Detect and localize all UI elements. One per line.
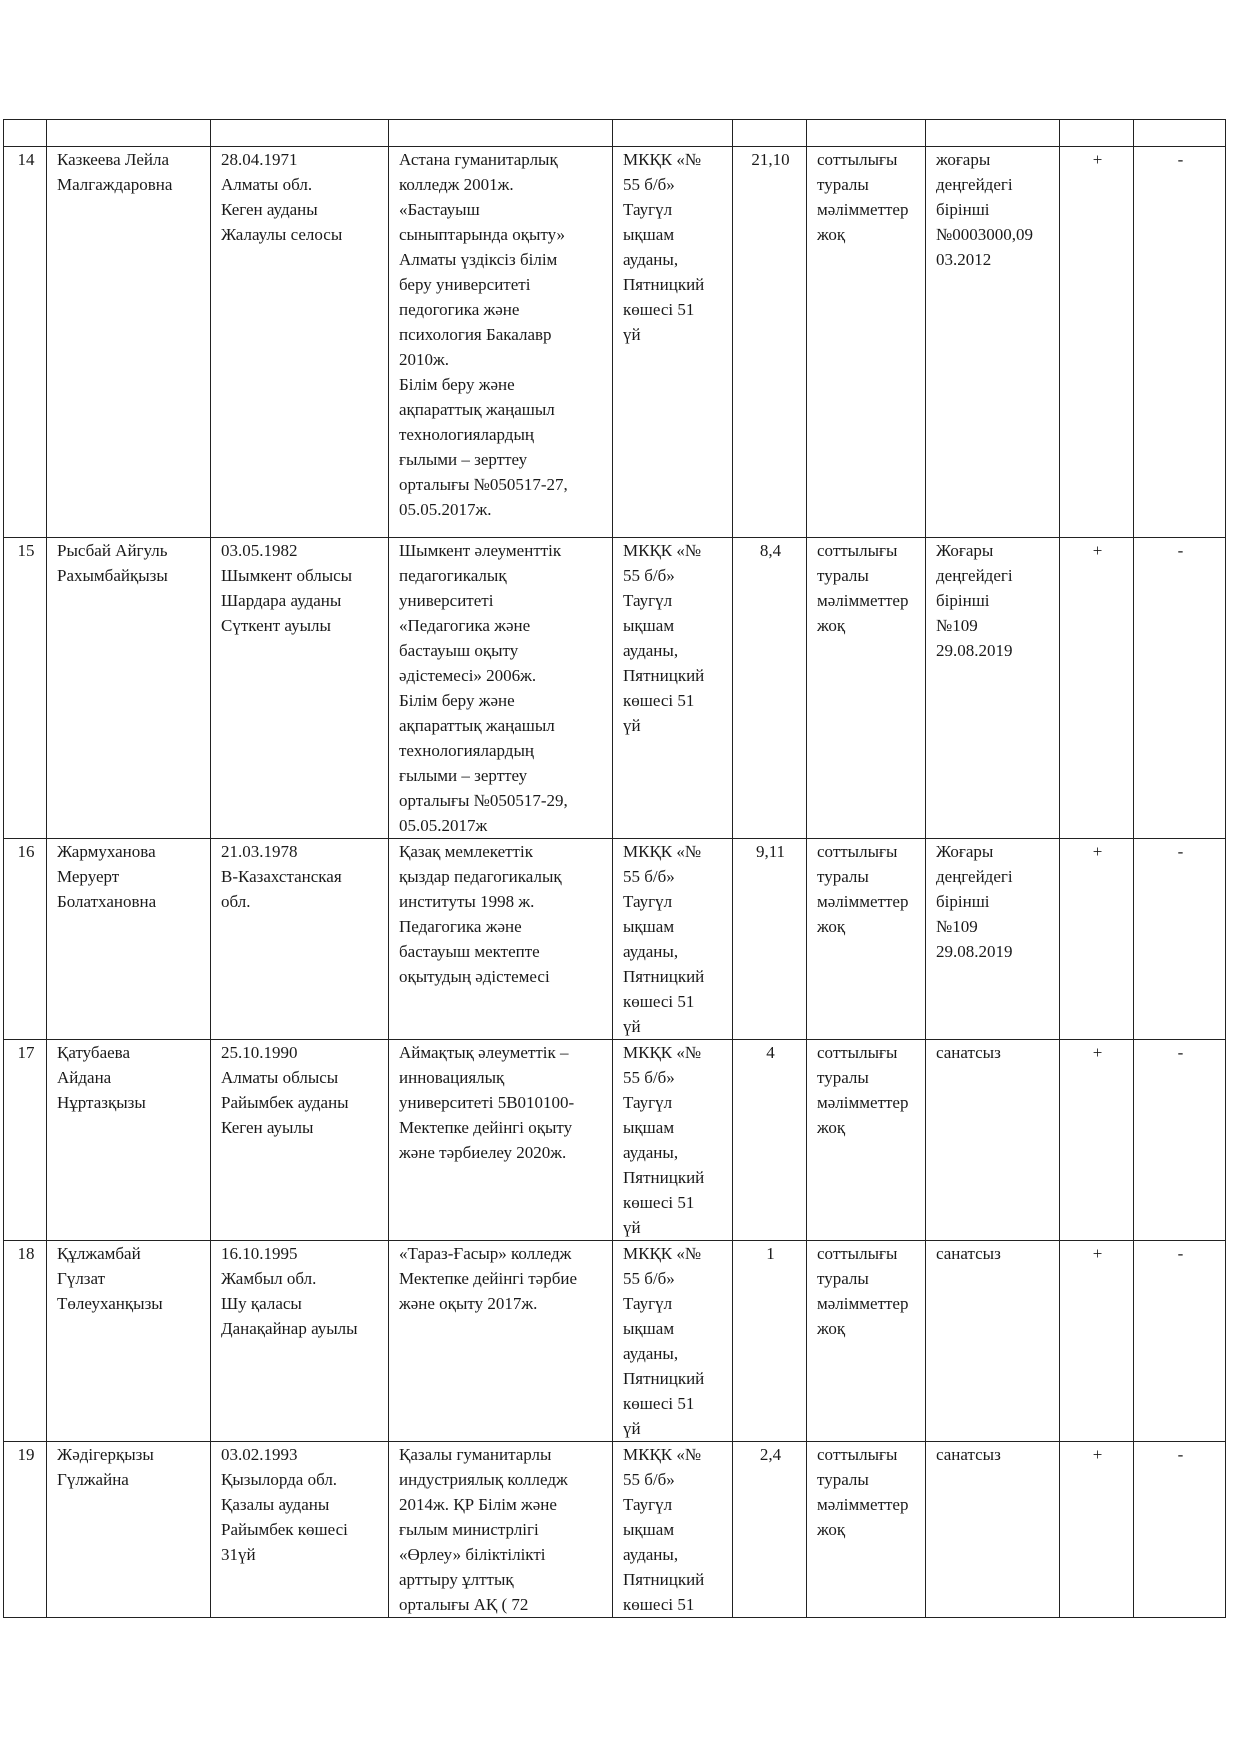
full-name: Казкеева Лейла Малгаждаровна [47,147,211,538]
work-experience: 4 [733,1040,807,1241]
table-row [4,147,1226,538]
work-experience: 9,11 [733,839,807,1040]
workplace-address: МКҚК «№ 55 б/б» Таугүл ықшам ауданы, Пятницкий көшесі 51 [613,1442,733,1618]
table-row [4,1241,1226,1442]
workplace-address: МКҚК «№ 55 б/б» Таугүл ықшам ауданы, Пятницкий көшесі 51 үй [613,839,733,1040]
workplace-address: МКҚК «№ 55 б/б» Таугүл ықшам ауданы, Пятницкий көшесі 51 үй [613,538,733,839]
workplace-address: МКҚК «№ 55 б/б» Таугүл ықшам ауданы, Пятницкий көшесі 51 үй [613,1040,733,1241]
staff-table [3,119,1226,1618]
row-number: 17 [4,1040,47,1241]
table-cell [1134,120,1226,147]
qualification-category: санатсыз [926,1040,1060,1241]
conviction-status: соттылығы туралы мәлімметтер жоқ [807,1040,926,1241]
qualification-category: санатсыз [926,1241,1060,1442]
birth-date-place: 16.10.1995 Жамбыл обл. Шу қаласы Данақайнар ауылы [211,1241,389,1442]
minus-mark: - [1134,1442,1226,1618]
minus-mark: - [1134,538,1226,839]
qualification-category: Жоғары деңгейдегі бірінші №109 29.08.2019 [926,538,1060,839]
conviction-status: соттылығы туралы мәлімметтер жоқ [807,1241,926,1442]
birth-date-place: 03.02.1993 Қызылорда обл. Қазалы ауданы Райымбек көшесі 31үй [211,1442,389,1618]
qualification-category: жоғары деңгейдегі бірінші №0003000,09 03.2012 [926,147,1060,538]
conviction-status: соттылығы туралы мәлімметтер жоқ [807,839,926,1040]
table-cell [613,120,733,147]
plus-mark: + [1060,147,1134,538]
work-experience: 21,10 [733,147,807,538]
education: Аймақтық әлеуметтік – инновациялық университеті 5В010100- Мектепке дейінгі оқыту және тәрбиелеу 2020ж. [389,1040,613,1241]
conviction-status: соттылығы туралы мәлімметтер жоқ [807,1442,926,1618]
birth-date-place: 25.10.1990 Алматы облысы Райымбек ауданы Кеген ауылы [211,1040,389,1241]
minus-mark: - [1134,1040,1226,1241]
qualification-category: санатсыз [926,1442,1060,1618]
table-cell [926,120,1060,147]
table-cell [47,120,211,147]
birth-date-place: 28.04.1971 Алматы обл. Кеген ауданы Жалаулы селосы [211,147,389,538]
education: Қазақ мемлекеттік қыздар педагогикалық институты 1998 ж. Педагогика және бастауыш мектепте оқытудың әдістемесі [389,839,613,1040]
table-row [4,839,1226,1040]
full-name: Рысбай Айгуль Рахымбайқызы [47,538,211,839]
education: Астана гуманитарлық колледж 2001ж. «Бастауыш сыныптарында оқыту» Алматы үздіксіз білім беру университеті педогогика және психология Бакалавр 2010ж. Білім беру және ақпараттық жаңашыл технологиялардың ғылыми – зерттеу орталығы №050517-27, 05.05.2017ж. [389,147,613,538]
plus-mark: + [1060,538,1134,839]
table-cell [807,120,926,147]
work-experience: 8,4 [733,538,807,839]
table-row [4,1040,1226,1241]
row-number: 19 [4,1442,47,1618]
table-header-row [4,120,1226,147]
plus-mark: + [1060,839,1134,1040]
plus-mark: + [1060,1241,1134,1442]
plus-mark: + [1060,1442,1134,1618]
full-name: Жәдігерқызы Гүлжайна [47,1442,211,1618]
full-name: Жармуханова Меруерт Болатхановна [47,839,211,1040]
table-cell [733,120,807,147]
education: Қазалы гуманитарлы индустриялық колледж 2014ж. ҚР Білім және ғылым министрлігі «Өрлеу» біліктілікті арттыру ұлттық орталығы АҚ ( 72 [389,1442,613,1618]
full-name: Құлжамбай Гүлзат Төлеуханқызы [47,1241,211,1442]
table-cell [389,120,613,147]
birth-date-place: 03.05.1982 Шымкент облысы Шардара ауданы Сүткент ауылы [211,538,389,839]
plus-mark: + [1060,1040,1134,1241]
table-row [4,538,1226,839]
conviction-status: соттылығы туралы мәлімметтер жоқ [807,147,926,538]
table-cell [1060,120,1134,147]
row-number: 16 [4,839,47,1040]
row-number: 15 [4,538,47,839]
row-number: 14 [4,147,47,538]
work-experience: 2,4 [733,1442,807,1618]
qualification-category: Жоғары деңгейдегі бірінші №109 29.08.2019 [926,839,1060,1040]
minus-mark: - [1134,1241,1226,1442]
workplace-address: МКҚК «№ 55 б/б» Таугүл ықшам ауданы, Пятницкий көшесі 51 үй [613,147,733,538]
row-number: 18 [4,1241,47,1442]
table-row [4,1442,1226,1618]
minus-mark: - [1134,839,1226,1040]
education: «Тараз-Ғасыр» колледж Мектепке дейінгі тәрбие және оқыту 2017ж. [389,1241,613,1442]
full-name: Қатубаева Айдана Нұртазқызы [47,1040,211,1241]
education: Шымкент әлеументтік педагогикалық университеті «Педагогика және бастауыш оқыту әдістемесі» 2006ж. Білім беру және ақпараттық жаңашыл технологиялардың ғылыми – зерттеу орталығы №050517-29, 05.05.2017ж [389,538,613,839]
birth-date-place: 21.03.1978 В-Казахстанская обл. [211,839,389,1040]
table-cell [4,120,47,147]
minus-mark: - [1134,147,1226,538]
table-cell [211,120,389,147]
workplace-address: МКҚК «№ 55 б/б» Таугүл ықшам ауданы, Пятницкий көшесі 51 үй [613,1241,733,1442]
conviction-status: соттылығы туралы мәлімметтер жоқ [807,538,926,839]
work-experience: 1 [733,1241,807,1442]
